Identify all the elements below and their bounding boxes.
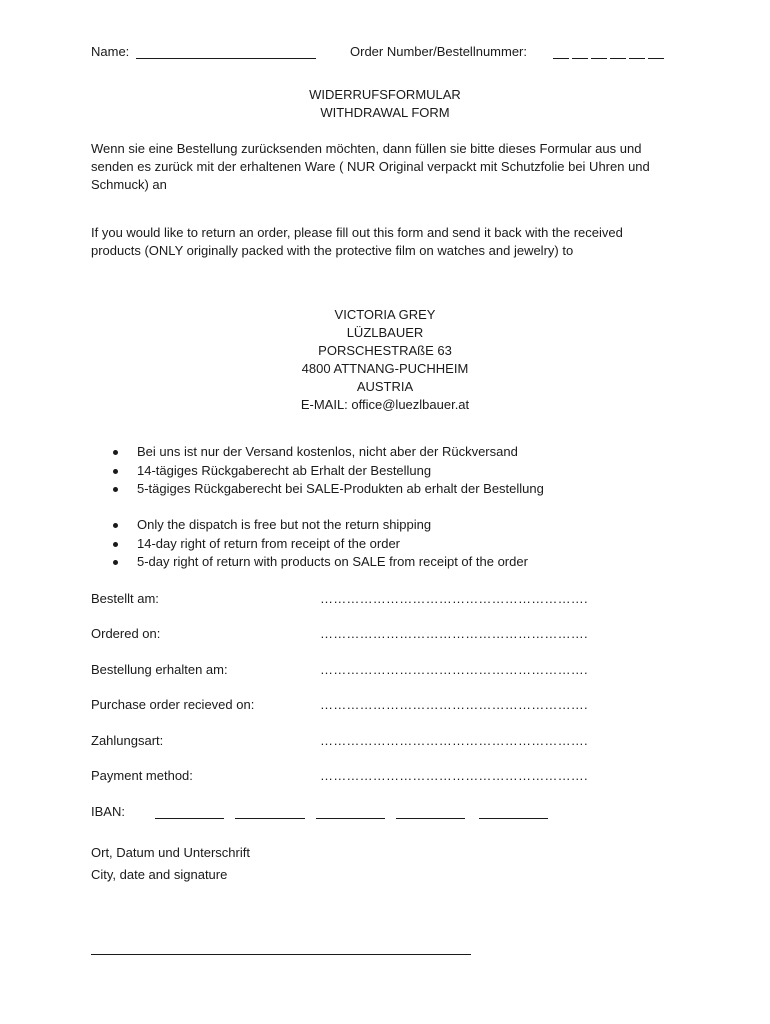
field-input-payment-de[interactable]: ……………………………………………………. <box>320 733 588 748</box>
bullet-icon <box>113 450 118 455</box>
return-address <box>0 306 770 414</box>
field-input-payment-en[interactable]: ……………………………………………………. <box>320 768 588 783</box>
address-country: AUSTRIA <box>356 379 414 394</box>
title-de: WIDERRUFSFORMULAR <box>309 87 461 102</box>
order-digit-line[interactable] <box>553 46 569 59</box>
field-label-payment-de: Zahlungsart: <box>91 733 164 748</box>
address-email: E-MAIL: office@luezlbauer.at <box>300 397 470 412</box>
order-digit-line[interactable] <box>572 46 588 59</box>
address-company: LÜZLBAUER <box>346 325 424 340</box>
bullet-icon <box>113 560 118 565</box>
bullet-list-en <box>109 516 528 572</box>
intro-text-de: Wenn sie eine Bestellung zurücksenden möchten, dann füllen sie bitte dieses Formular aus und senden es zurück mit der erhaltenen Ware ( NUR Original verpackt mit Schutzfolie bei Uhren und Schmuck) an <box>91 141 650 192</box>
signature-label-de: Ort, Datum und Unterschrift <box>91 845 250 860</box>
field-label-payment-en: Payment method: <box>91 768 193 783</box>
list-item: Only the dispatch is free but not the return shipping <box>109 516 528 535</box>
list-item: 5-tägiges Rückgaberecht bei SALE-Produkten ab erhalt der Bestellung <box>109 480 544 499</box>
iban-field-line[interactable] <box>316 818 385 819</box>
iban-field-line[interactable] <box>155 818 224 819</box>
order-number-label: Order Number/Bestellnummer: <box>350 44 527 59</box>
bullet-icon <box>113 469 118 474</box>
list-item: 14-day right of return from receipt of the order <box>109 535 528 554</box>
intro-text-en: If you would like to return an order, please fill out this form and send it back with the received products (ONLY originally packed with the protective film on watches and jewelry) to <box>91 225 623 258</box>
order-digit-line[interactable] <box>648 46 664 59</box>
list-item: 14-tägiges Rückgaberecht ab Erhalt der Bestellung <box>109 462 544 481</box>
iban-field-line[interactable] <box>235 818 305 819</box>
title-en: WITHDRAWAL FORM <box>320 105 450 120</box>
list-item: 5-day right of return with products on SALE from receipt of the order <box>109 553 528 572</box>
field-label-ordered-de: Bestellt am: <box>91 591 159 606</box>
signature-line[interactable] <box>91 954 471 955</box>
signature-label-en: City, date and signature <box>91 867 228 882</box>
order-digit-line[interactable] <box>591 46 607 59</box>
order-digit-line[interactable] <box>610 46 626 59</box>
bullet-icon <box>113 487 118 492</box>
bullet-icon <box>113 542 118 547</box>
iban-field-line[interactable] <box>479 818 548 819</box>
name-field-line[interactable] <box>136 46 316 59</box>
field-input-received-de[interactable]: ……………………………………………………. <box>320 662 588 677</box>
bullet-icon <box>113 523 118 528</box>
iban-label: IBAN: <box>91 804 125 819</box>
field-label-ordered-en: Ordered on: <box>91 626 161 641</box>
address-street: PORSCHESTRAßE 63 <box>318 343 452 358</box>
bullet-list-de <box>109 443 544 499</box>
list-item: Bei uns ist nur der Versand kostenlos, nicht aber der Rückversand <box>109 443 544 462</box>
field-label-received-en: Purchase order recieved on: <box>91 697 255 712</box>
order-digit-line[interactable] <box>629 46 645 59</box>
iban-field-line[interactable] <box>396 818 465 819</box>
address-city: 4800 ATTNANG-PUCHHEIM <box>301 361 469 376</box>
field-input-ordered-en[interactable]: ……………………………………………………. <box>320 626 588 641</box>
field-label-received-de: Bestellung erhalten am: <box>91 662 228 677</box>
field-input-ordered-de[interactable]: ……………………………………………………. <box>320 591 588 606</box>
name-label: Name: <box>91 44 130 59</box>
field-input-received-en[interactable]: ……………………………………………………. <box>320 697 588 712</box>
address-name: VICTORIA GREY <box>334 307 436 322</box>
